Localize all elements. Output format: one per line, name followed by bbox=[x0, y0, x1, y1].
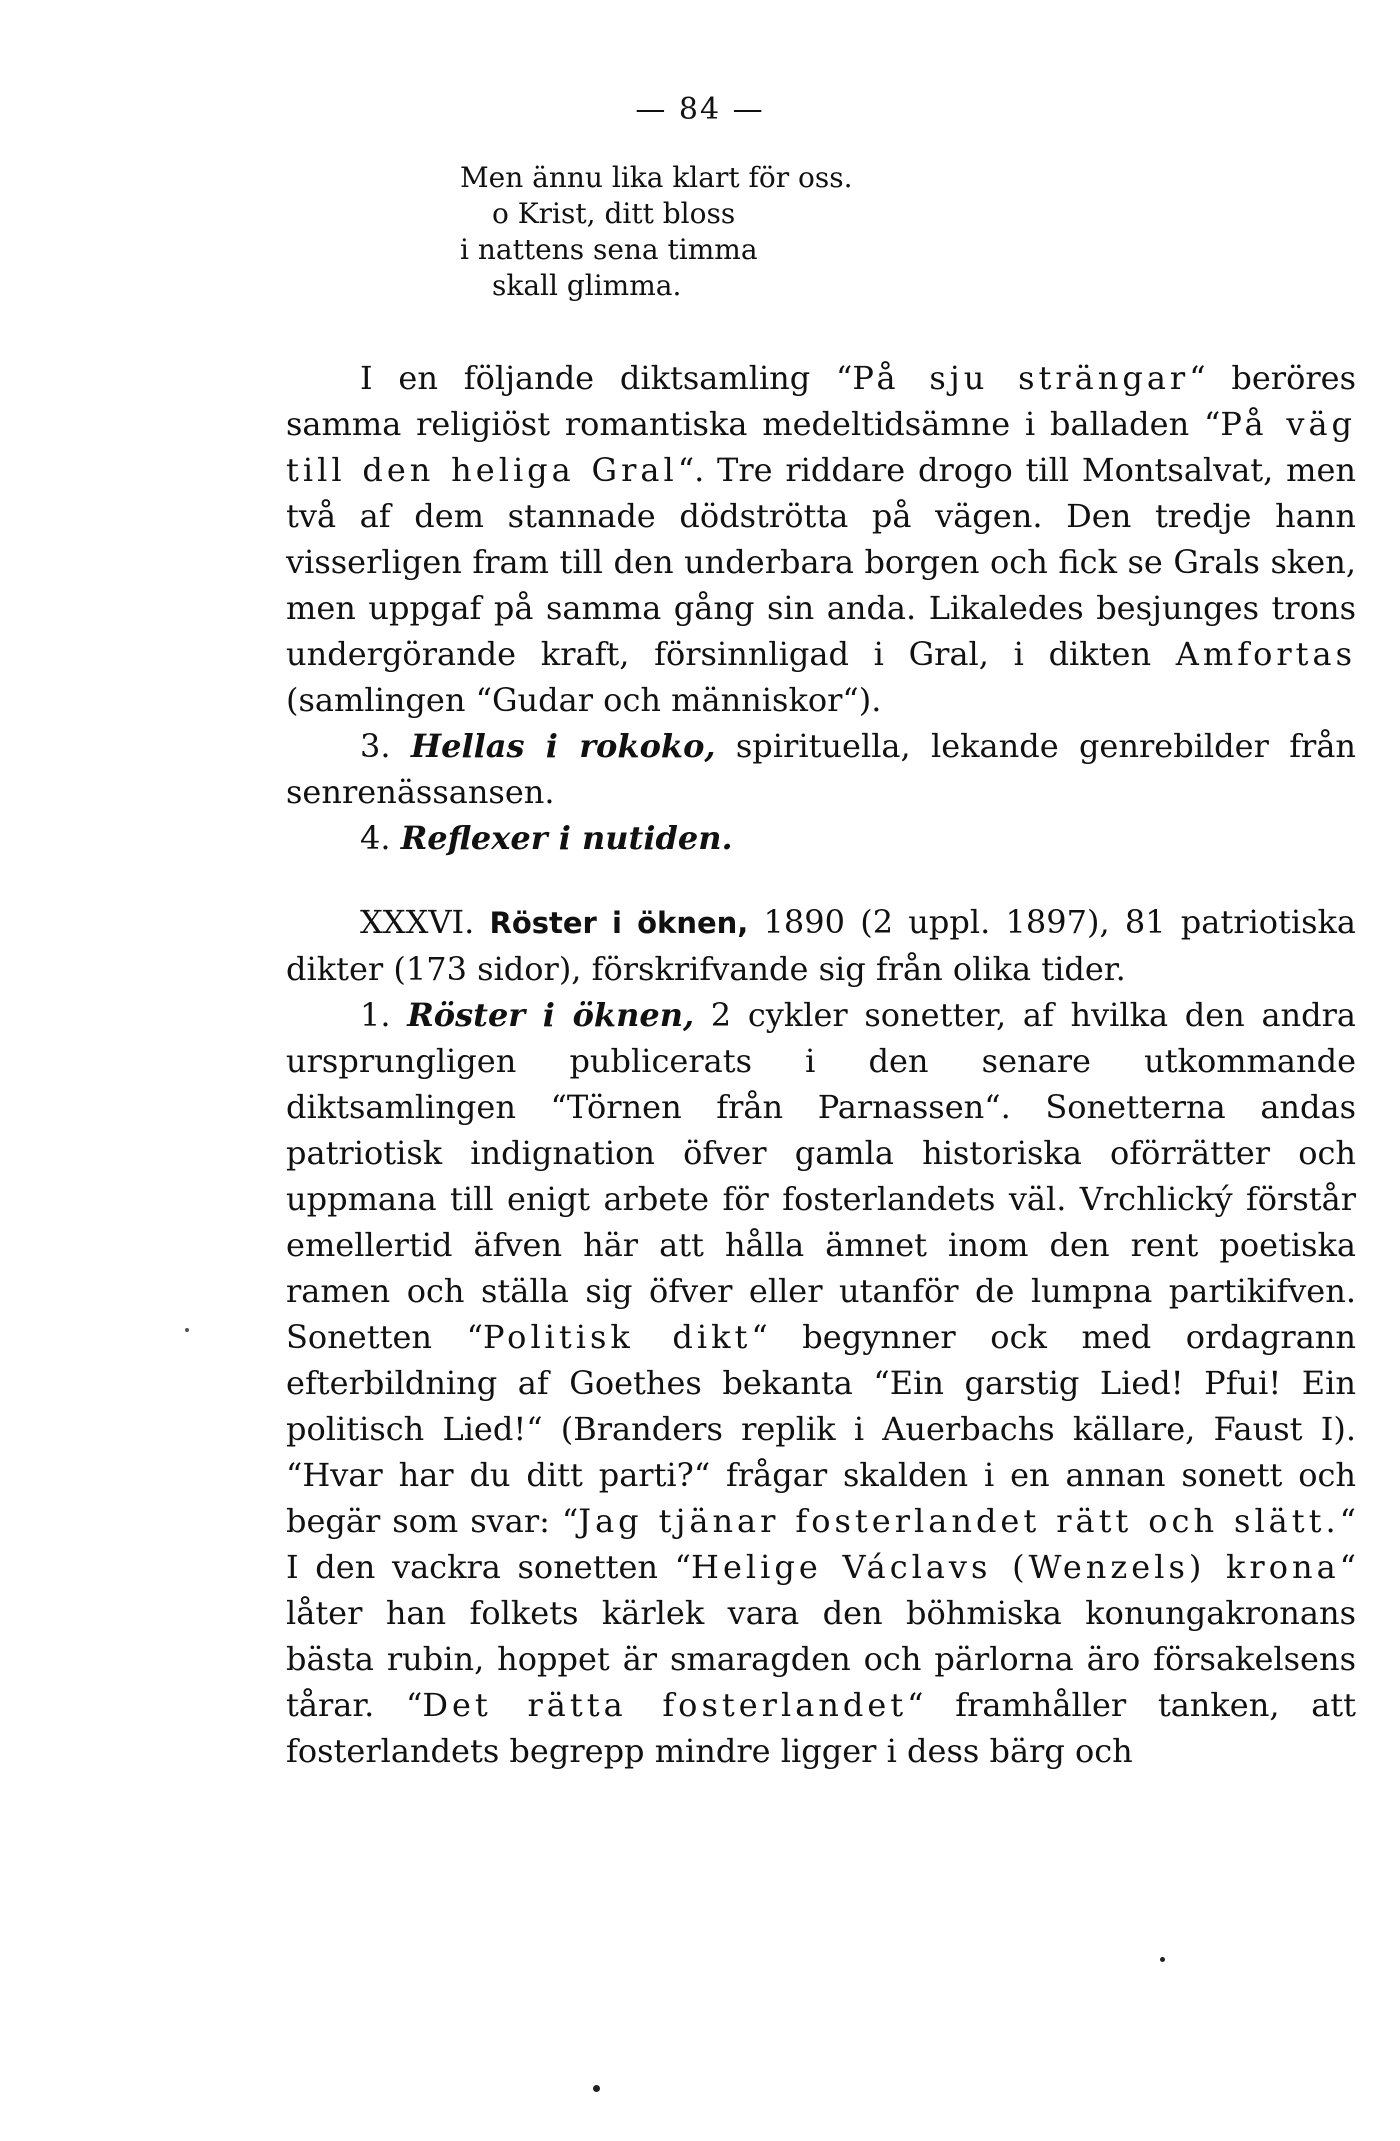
text-run: “ I den vackra sonetten “ bbox=[286, 1502, 1357, 1586]
section-title: Röster i öknen, bbox=[489, 906, 749, 940]
verse-quote bbox=[460, 160, 853, 304]
text-run: 1890 (2 uppl. 1897), 81 patriotiska dikter (173 sidor), förskrifvande sig från olika tider. bbox=[286, 903, 1357, 988]
ink-speck bbox=[593, 2085, 600, 2092]
spaced-title: På väg till den heliga Gral bbox=[286, 405, 1357, 489]
text-run: “ framhåller tanken, att fosterlandets begrepp mindre ligger i dess bärg och bbox=[286, 1686, 1357, 1770]
paragraph-pa-sju-strangar bbox=[286, 355, 1356, 723]
text-run: I en följande diktsamling “ bbox=[360, 359, 853, 397]
text-run: spirituella, lekande genrebilder från senrenässansen. bbox=[286, 727, 1357, 811]
body-text bbox=[286, 355, 1356, 1774]
text-run: “. Tre riddare drogo till Montsalvat, men två af dem stannade dödströtta på vägen. Den tredje hann visserligen fram till den underbara borgen och fick se Grals sken, men uppgaf på samma gång sin anda. Likaledes besjunges trons undergörande kraft, försinnligad i Gral, i dikten bbox=[286, 451, 1357, 673]
list-item-4 bbox=[286, 815, 1356, 861]
spaced-title: På sju strängar bbox=[852, 359, 1190, 397]
item-title: Hellas i rokoko, bbox=[410, 727, 716, 765]
section-gap bbox=[286, 861, 1356, 899]
item-number: 3. bbox=[360, 727, 411, 765]
spaced-title: Amfortas bbox=[1175, 635, 1356, 673]
text-run: “ begynner ock med ordagrann efterbildning af Goethes bekanta “Ein garstig Lied! Pfui! Ein politisch Lied!“ (Branders replik i Auerbachs källare, Faust I). “Hvar har du ditt parti?“ frågar skalden i en annan sonett och begär som svar: “ bbox=[286, 1318, 1357, 1540]
text-run: (samlingen “Gudar och människor“). bbox=[286, 681, 882, 719]
text-run: “ beröres samma religiöst romantiska medeltidsämne i balladen “ bbox=[286, 359, 1357, 443]
text-run: “ låter han folkets kärlek vara den böhmiska konungakronans bästa rubin, hoppet är smaragden och pärlorna äro försakelsens tårar. “ bbox=[286, 1548, 1357, 1724]
page-number: — 84 — bbox=[635, 92, 765, 127]
verse-line: Men ännu lika klart för oss. bbox=[460, 161, 853, 194]
section-heading-xxxvi bbox=[286, 899, 1356, 992]
spaced-quote: Jag tjänar fosterlandet rätt och slätt. bbox=[578, 1502, 1340, 1540]
list-item-3 bbox=[286, 723, 1356, 815]
ink-speck bbox=[185, 1328, 189, 1332]
verse-line: i nattens sena timma bbox=[460, 233, 758, 266]
text-run: 2 cykler sonetter, af hvilka den andra ursprungligen publicerats i den senare utkommande diktsamlingen “Törnen från Parnassen“. Sonetterna andas patriotisk indignation öfver gamla historiska oförrätter och uppmana till enigt arbete för fosterlandets väl. Vrchlický förstår emellertid äfven här att hålla ämnet inom den rent poetiska ramen och ställa sig öfver eller utanför de lumpna partikifven. Sonetten “ bbox=[286, 996, 1357, 1356]
verse-line: skall glimma. bbox=[492, 269, 682, 302]
item-number: 4. bbox=[360, 819, 401, 857]
list-item-1 bbox=[286, 992, 1356, 1774]
spaced-title: Politisk dikt bbox=[482, 1318, 752, 1356]
spaced-title: Det rätta fosterlandet bbox=[422, 1686, 908, 1724]
item-title: Röster i öknen, bbox=[407, 996, 695, 1034]
item-number: 1. bbox=[360, 996, 408, 1034]
item-title: Reflexer i nutiden. bbox=[400, 819, 733, 857]
section-numeral: XXXVI. bbox=[360, 903, 490, 941]
spaced-title: Helige Václavs (Wenzels) krona bbox=[691, 1548, 1340, 1586]
ink-speck bbox=[1160, 1957, 1165, 1962]
verse-line: o Krist, ditt bloss bbox=[492, 197, 736, 230]
